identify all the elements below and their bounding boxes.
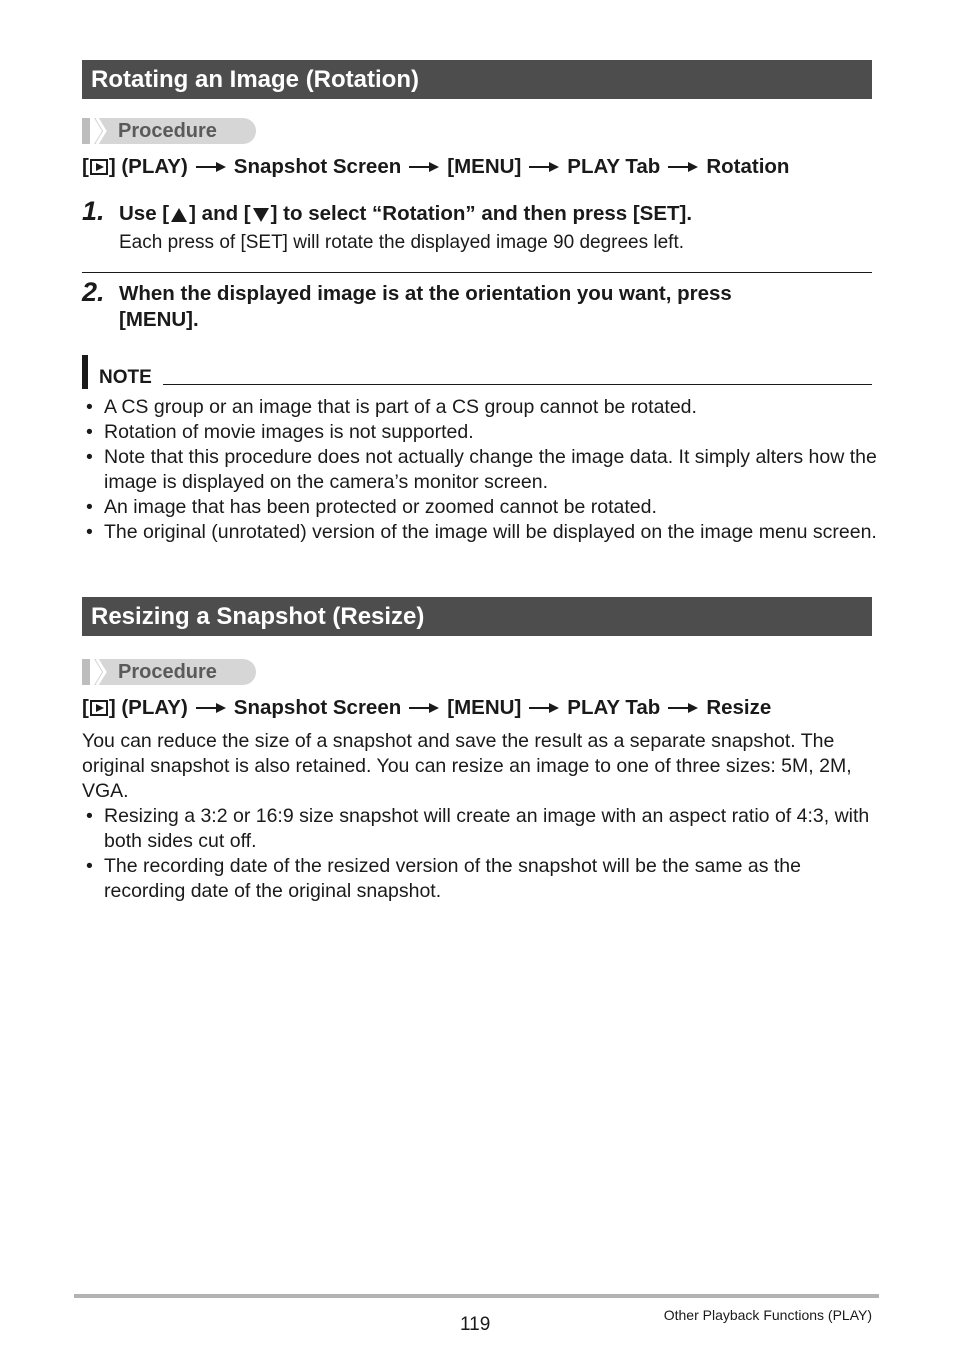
- note-label: NOTE: [99, 367, 152, 388]
- step-number: 1.: [82, 196, 105, 226]
- arrow-right-icon: [529, 162, 559, 172]
- step-1-description: Each press of [SET] will rotate the displayed image 90 degrees left.: [119, 232, 685, 253]
- arrow-right-icon: [529, 703, 559, 713]
- step-text-line: When the displayed image is at the orientation you want, press: [119, 282, 732, 305]
- footer-rule: [74, 1294, 879, 1298]
- page-number: 119: [460, 1314, 491, 1335]
- procedure-badge: [82, 659, 256, 685]
- bullet: •: [86, 421, 93, 443]
- bullet: •: [86, 446, 93, 468]
- path-item: PLAY Tab: [567, 155, 661, 178]
- step-text-line: [MENU].: [119, 308, 199, 331]
- arrow-right-icon: [668, 703, 698, 713]
- arrow-right-icon: [196, 703, 226, 713]
- list-item-text: Resizing a 3:2 or 16:9 size snapshot will create an image with an aspect ratio of 4:3, with both sides cut off.: [104, 805, 870, 852]
- arrow-right-icon: [668, 162, 698, 172]
- section-title-resize: Resizing a Snapshot (Resize): [82, 597, 872, 636]
- step-2-instruction: [119, 281, 732, 333]
- path-item: Snapshot Screen: [233, 155, 402, 178]
- bullet: •: [86, 855, 93, 877]
- procedure-label: Procedure: [118, 120, 217, 142]
- list-item-text: Note that this procedure does not actually change the image data. It simply alters how the image is displayed on the camera’s monitor screen.: [104, 446, 877, 493]
- up-arrow-icon: [171, 208, 187, 222]
- arrow-right-icon: [409, 703, 439, 713]
- list-item: [82, 520, 882, 545]
- step-1-instruction: [119, 201, 692, 227]
- path-bracket-open: [: [82, 155, 89, 178]
- path-play-label: ] (PLAY): [108, 696, 188, 719]
- step-text-part: ] and [: [189, 202, 251, 225]
- path-play-label: ] (PLAY): [108, 155, 188, 178]
- list-item-text: The original (unrotated) version of the image will be displayed on the image menu screen.: [104, 521, 877, 543]
- menu-path: [82, 153, 789, 181]
- note-marker: [82, 355, 88, 389]
- list-item-text: Rotation of movie images is not supported.: [104, 421, 474, 443]
- list-item: [82, 804, 882, 854]
- chapter-title: Other Playback Functions (PLAY): [663, 1307, 872, 1323]
- procedure-badge: [82, 118, 256, 144]
- list-item: [82, 420, 882, 445]
- step-number: 2.: [82, 277, 105, 307]
- bullet: •: [86, 396, 93, 418]
- list-item-text: A CS group or an image that is part of a CS group cannot be rotated.: [104, 396, 697, 418]
- bullet: •: [86, 521, 93, 543]
- procedure-label: Procedure: [118, 661, 217, 683]
- path-item: [MENU]: [447, 696, 522, 719]
- path-item: Rotation: [706, 155, 790, 178]
- step-text-part: Use [: [119, 202, 170, 225]
- path-bracket-open: [: [82, 696, 89, 719]
- down-arrow-icon: [253, 208, 269, 222]
- path-item: PLAY Tab: [567, 696, 661, 719]
- play-icon: [90, 700, 108, 716]
- note-rule: [163, 384, 872, 385]
- arrow-right-icon: [196, 162, 226, 172]
- list-item: [82, 854, 882, 904]
- list-item: [82, 395, 882, 420]
- bullet: •: [86, 496, 93, 518]
- bullet: •: [86, 805, 93, 827]
- note-list: [82, 395, 882, 545]
- path-item: [MENU]: [447, 155, 522, 178]
- arrow-right-icon: [409, 162, 439, 172]
- play-icon: [90, 159, 108, 175]
- list-item: [82, 495, 882, 520]
- section-title-rotation: Rotating an Image (Rotation): [82, 60, 872, 99]
- menu-path: [82, 694, 771, 722]
- path-item: Resize: [706, 696, 772, 719]
- list-item-text: An image that has been protected or zoomed cannot be rotated.: [104, 496, 657, 518]
- resize-description: You can reduce the size of a snapshot and save the result as a separate snapshot. The original snapshot is also retained. You can resize an image to one of three sizes: 5M, 2M, VGA.: [82, 730, 852, 802]
- divider: [82, 272, 872, 273]
- path-item: Snapshot Screen: [233, 696, 402, 719]
- resize-list: [82, 804, 882, 904]
- list-item: [82, 445, 882, 495]
- step-text-part: ] to select “Rotation” and then press [SET].: [270, 202, 693, 225]
- list-item-text: The recording date of the resized version of the snapshot will be the same as the recording date of the original snapshot.: [104, 855, 801, 902]
